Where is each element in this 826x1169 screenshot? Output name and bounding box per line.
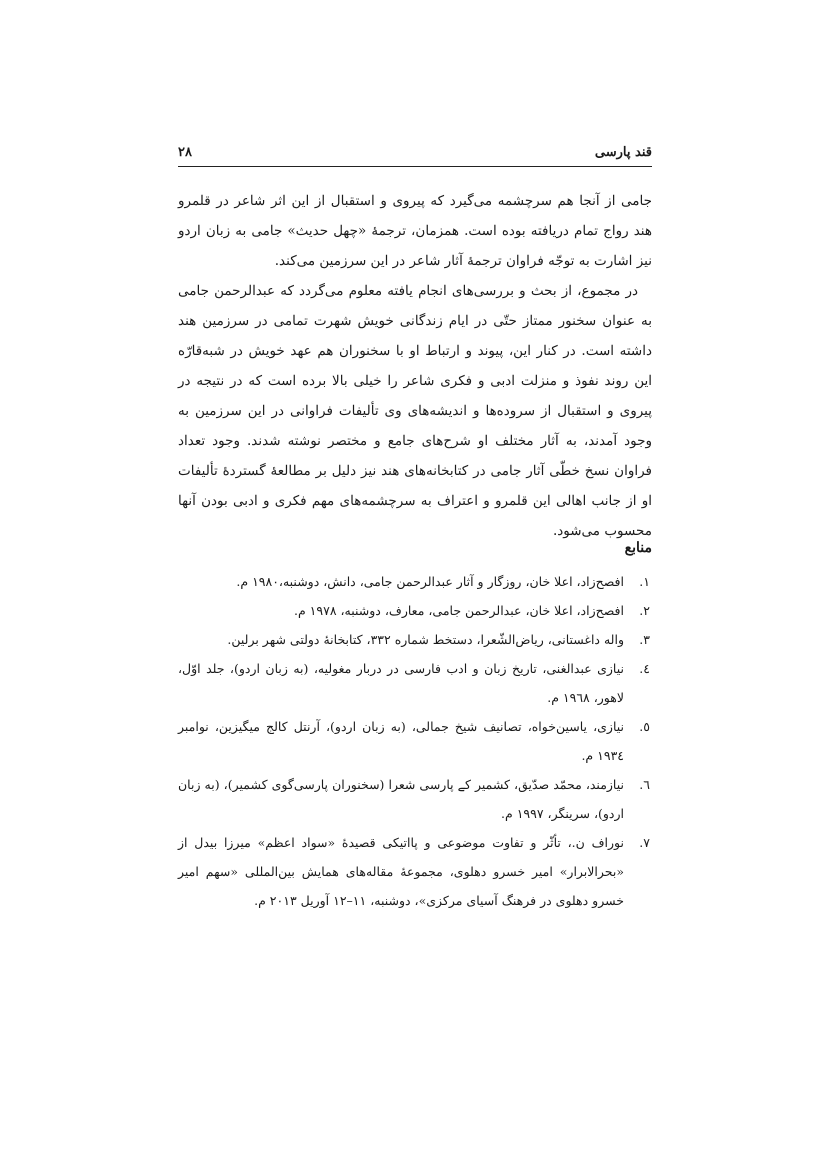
reference-text: نیازی عبدالغنی، تاریخ زبان و ادب فارسی در دربار مغولیه، (به زبان اردو)، جلد اوّل، لاهور، ١٩٦٨ م.	[178, 661, 624, 705]
reference-item	[178, 567, 652, 596]
paragraph: جامی از آنجا هم سرچشمه می‌گیرد که پیروی و استقبال از این اثر شاعر در قلمرو هند رواج تمام دریافته بوده است. همزمان، ترجمهٔ «چهل حدیث» جامی به زبان اردو نیز اشارت به توجّه فراوان ترجمهٔ آثار شاعر در این سرزمین می‌کند.	[178, 193, 652, 269]
references-heading: منابع	[624, 540, 652, 556]
page-number: ۲۸	[178, 145, 192, 160]
reference-item	[178, 828, 652, 915]
reference-item	[178, 712, 652, 770]
reference-item	[178, 654, 652, 712]
reference-text: نیازمند، محمّد صدّیق، کشمیر کے پارسی شعرا (سخنوران پارسی‌گوی کشمیر)، (به زبان اردو)، سرینگر، ۱۹۹۷ م.	[178, 777, 624, 821]
reference-text: افصح‌زاد، اعلا خان، عبدالرحمن جامی، معارف، دوشنبه، ۱۹۷۸ م.	[293, 603, 624, 618]
reference-text: واله داغستانی، ریاض‌الشّعرا، دستخط شماره ۳۳۲، کتابخانهٔ دولتی شهر برلین.	[227, 632, 624, 647]
reference-number: ٥.	[639, 719, 650, 734]
reference-text: نوراف ن.، تأثّر و تفاوت موضوعی و پااتیکی قصیدهٔ «سواد اعظم» میرزا بیدل از «بحرالابرار» امیر خسرو دهلوی، مجموعهٔ مقاله‌های همایش بین‌المللی «سهم امیر خسرو دهلوی در فرهنگ آسیای مرکزی»، دوشنبه، ۱۱–۱۲ آوریل ۲۰۱۳ م.	[178, 835, 624, 908]
reference-item	[178, 596, 652, 625]
reference-number: ۲.	[639, 603, 650, 618]
references-list	[178, 567, 652, 915]
reference-number: ۳.	[639, 632, 650, 647]
reference-text: نیازی، یاسین‌خواه، تصانیف شیخ جمالی، (به زبان اردو)، آرنتل کالج میگیزین، نوامبر ١٩٣٤ م.	[178, 719, 624, 763]
paragraph: در مجموع، از بحث و بررسی‌های انجام یافته معلوم می‌گردد که عبدالرحمن جامی به عنوان سخنور ممتاز حتّی در ایام زندگانی خویش شهرت تمامی در سرزمین هند داشته است. در کنار این، پیوند و ارتباط او با سخنوران هم عهد خویش در شبه‌قارّه این روند نفوذ و منزلت ادبی و فکری شاعر را خیلی بالا برده است که در نتیجه در پیروی و استقبال از سروده‌ها و اندیشه‌های وی تألیفات فراوانی در این سرزمین به وجود آمدند، به آثار مختلف او شرح‌های جامع و مختصر نوشته شدند. وجود تعداد فراوان نسخ خطّی آثار جامی در کتابخانه‌های هند نیز دلیل بر مطالعهٔ گستردهٔ تألیفات او از جانب اهالی این قلمرو و اعتراف به سرچشمه‌های مهم فکری و ادبی بودن آنها محسوب می‌شود.	[178, 283, 652, 539]
reference-number: ٤.	[639, 661, 650, 676]
reference-text: افصح‌زاد، اعلا خان، روزگار و آثار عبدالرحمن جامی، دانش، دوشنبه،۱۹۸۰ م.	[236, 574, 624, 589]
reference-item	[178, 770, 652, 828]
reference-number: ٦.	[639, 777, 650, 792]
reference-number: ٧.	[639, 835, 650, 850]
reference-number: ۱.	[639, 574, 650, 589]
journal-title: قند پارسی	[594, 145, 652, 160]
reference-item	[178, 625, 652, 654]
body-text	[178, 186, 652, 546]
running-header	[178, 140, 652, 167]
